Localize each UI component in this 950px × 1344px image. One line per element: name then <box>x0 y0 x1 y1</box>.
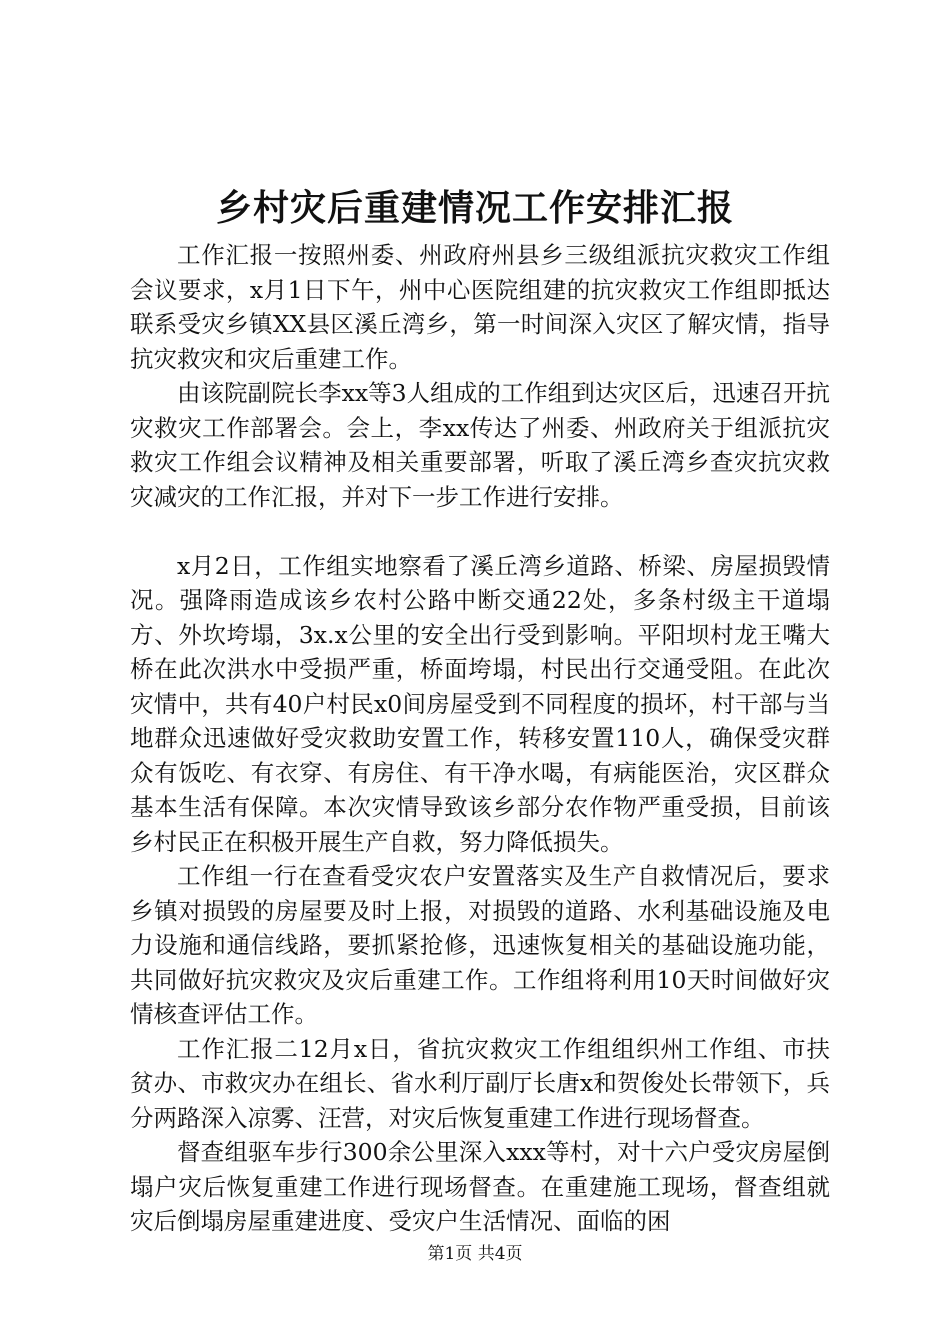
paragraph-4: 工作组一行在查看受灾农户安置落实及生产自救情况后，要求乡镇对损毁的房屋要及时上报，对损毁的道路、水利基础设施及电力设施和通信线路，要抓紧抢修，迅速恢复相关的基础设施功能，共同做好抗灾救灾及灾后重建工作。工作组将利用10天时间做好灾情核查评估工作。 <box>130 862 830 1028</box>
paragraph-5: 工作汇报二12月x日，省抗灾救灾工作组组织州工作组、市扶贫办、市救灾办在组长、省水利厅副厅长唐x和贺俊处长带领下，兵分两路深入凉雾、汪营，对灾后恢复重建工作进行现场督查。 <box>130 1034 830 1132</box>
document-body <box>130 238 830 1239</box>
document-title: 乡村灾后重建情况工作安排汇报 <box>215 187 734 229</box>
page-number-footer: 第1页 共4页 <box>427 1244 523 1264</box>
paragraph-1: 工作汇报一按照州委、州政府州县乡三级组派抗灾救灾工作组会议要求，x月1日下午，州中心医院组建的抗灾救灾工作组即抵达联系受灾乡镇XX县区溪丘湾乡，第一时间深入灾区了解灾情，指导抗灾救灾和灾后重建工作。 <box>130 241 830 373</box>
paragraph-6: 督查组驱车步行300余公里深入xxx等村，对十六户受灾房屋倒塌户灾后恢复重建工作进行现场督查。在重建施工现场，督查组就灾后倒塌房屋重建进度、受灾户生活情况、面临的困 <box>130 1138 830 1235</box>
paragraph-2: 由该院副院长李xx等3人组成的工作组到达灾区后，迅速召开抗灾救灾工作部署会。会上，李xx传达了州委、州政府关于组派抗灾救灾工作组会议精神及相关重要部署，听取了溪丘湾乡查灾抗灾救灾减灾的工作汇报，并对下一步工作进行安排。 <box>130 379 830 511</box>
paragraph-3: x月2日，工作组实地察看了溪丘湾乡道路、桥梁、房屋损毁情况。强降雨造成该乡农村公路中断交通22处，多条村级主干道塌方、外坎垮塌，3x.x公里的安全出行受到影响。平阳坝村龙王嘴大桥在此次洪水中受损严重，桥面垮塌，村民出行交通受阻。在此次灾情中，共有40户村民x0间房屋受到不同程度的损坏，村干部与当地群众迅速做好受灾救助安置工作，转移安置110人，确保受灾群众有饭吃、有衣穿、有房住、有干净水喝，有病能医治，灾区群众基本生活有保障。本次灾情导致该乡部分农作物严重受损，目前该乡村民正在积极开展生产自救，努力降低损失。 <box>130 551 830 856</box>
